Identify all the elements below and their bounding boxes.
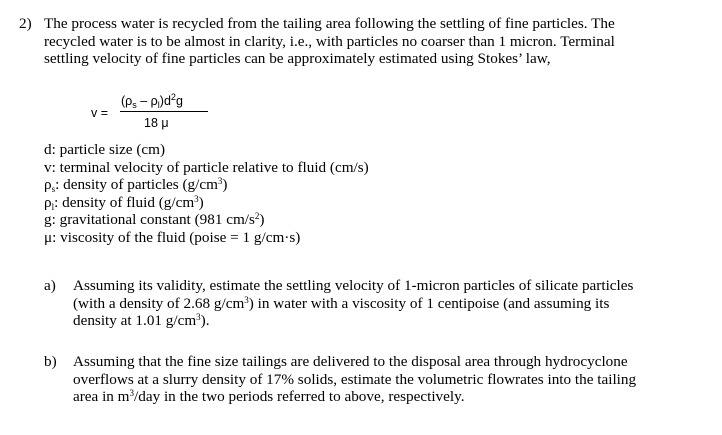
- fraction-bar: [120, 111, 208, 112]
- part-b-label: b): [44, 353, 57, 370]
- formula-numerator: $(\rho_s - \rho_l)d^2g$: [121, 92, 183, 110]
- definition-item: v: terminal velocity of particle relative to fluid (cm/s): [44, 158, 369, 176]
- definition-item: d: particle size (cm): [44, 141, 166, 158]
- intro-line: recycled water is to be almost in clarity, i.e., with particles no coarser than 1 micron. Terminal: [44, 32, 615, 50]
- definition-item: $\rho_s$: density of particles $(g/cm^3)$: [44, 176, 228, 195]
- part-b-text: Assuming that the fine size tailings are delivered to the disposal area through hydrocyclone overflows at a slurry density of 17% solids, estimate the volumetric flowrates into the tailing area in $m^3$/day in the two periods referred to above, respectively.: [73, 353, 637, 406]
- definition-item: μ: viscosity of the fluid (poise = 1 g/cm·s): [44, 228, 301, 246]
- question-number: 2): [19, 15, 32, 32]
- question-intro: [44, 15, 716, 68]
- intro-line: settling velocity of fine particles can be approximately estimated using Stokes’ law,: [44, 50, 551, 68]
- definition-item: $\rho_l$: density of fluid $(g/cm^3)$: [44, 193, 204, 212]
- definition-item: g: gravitational constant (981 $cm/s^2$): [44, 211, 265, 229]
- stokes-law-formula: [91, 91, 223, 139]
- intro-line: The process water is recycled from the tailing area following the settling of fine particles. The: [44, 15, 615, 32]
- formula-denominator: 18 μ: [144, 116, 169, 130]
- part-a-label: a): [44, 277, 56, 294]
- variable-definitions: [44, 141, 369, 247]
- part-a-text: Assuming its validity, estimate the settling velocity of 1-micron particles of silicate particles (with a density of 2.68 $g/cm^3$) in water with a viscosity of 1 centipoise (and assuming its density at 1.01 $g/cm^3$).: [73, 277, 634, 330]
- formula-lhs: v =: [91, 106, 109, 120]
